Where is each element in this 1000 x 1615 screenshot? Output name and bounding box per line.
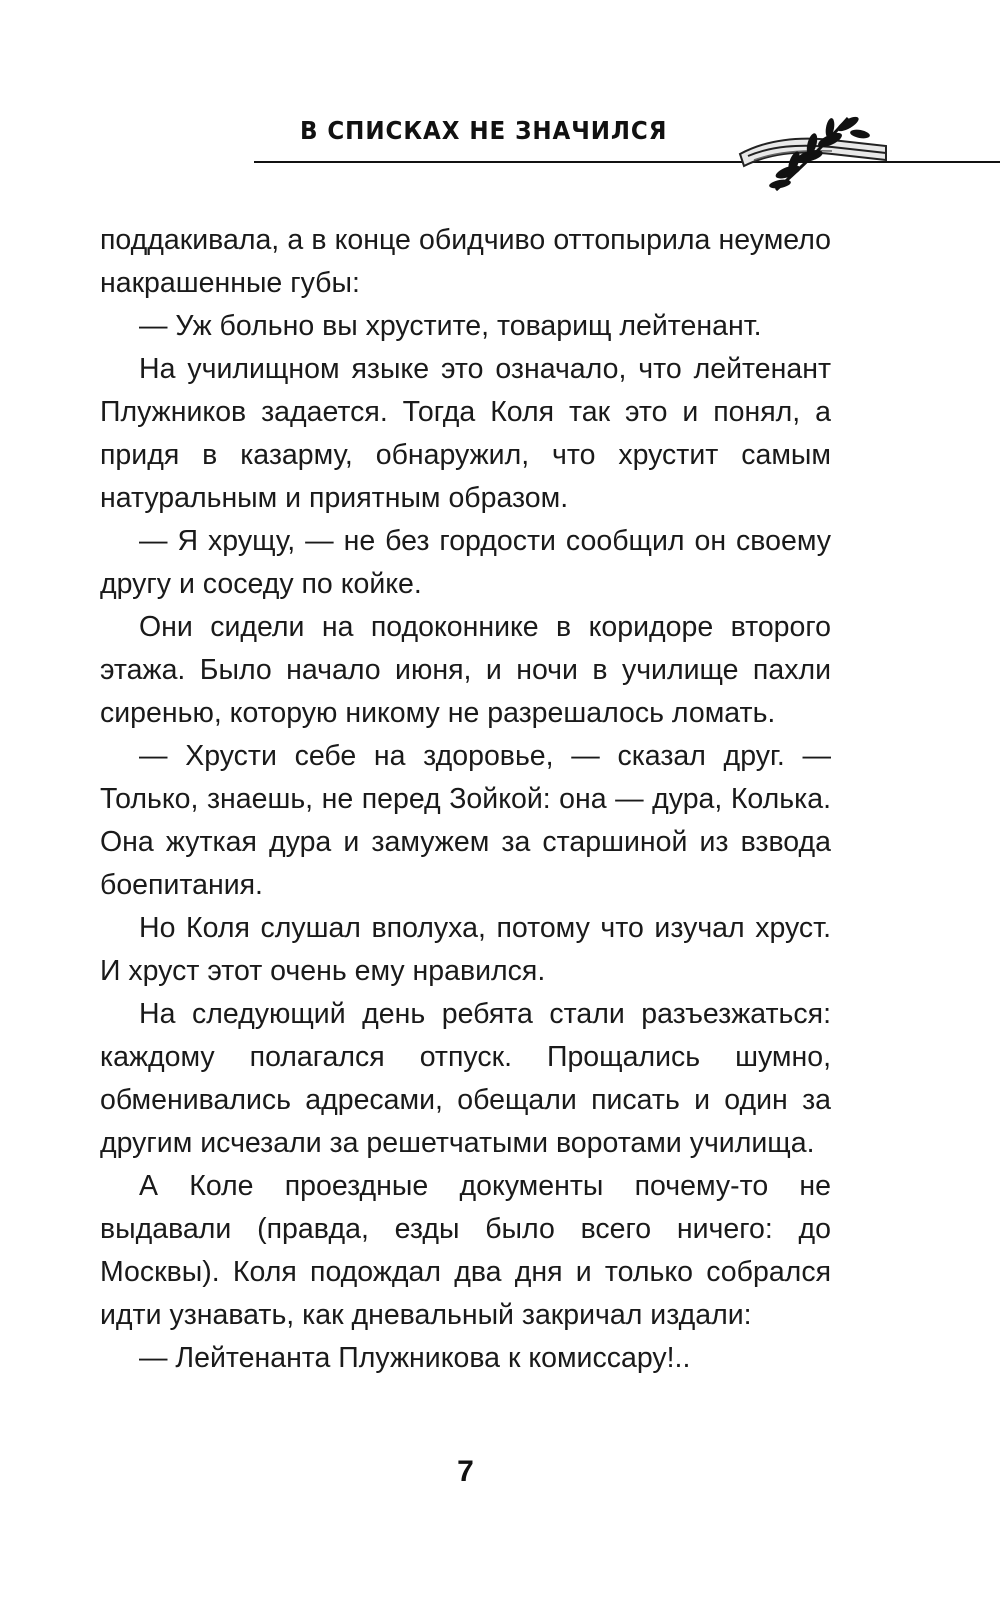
body-text [100, 219, 831, 1380]
paragraph: Они сидели на подоконнике в коридоре второго этажа. Было начало июня, и ночи в училище пахли сиренью, которую никому не разрешалось ломать. [100, 611, 831, 729]
page-number: 7 [457, 1455, 474, 1488]
paragraph: Но Коля слушал вполуха, потому что изучал хруст. И хруст этот очень ему нравился. [100, 912, 831, 987]
paragraph: — Хрусти себе на здоровье, — сказал друг. — Только, знаешь, не перед Зойкой: она — дура, Колька. Она жуткая дура и замужем за старшиной из взвода боепитания. [100, 740, 831, 901]
paragraph: А Коле проездные документы почему-то не выдавали (правда, езды было всего ничего: до Москвы). Коля подождал два дня и только собрался идти узнавать, как дневальный закричал издали: [100, 1170, 831, 1331]
laurel-ribbon-icon [736, 110, 892, 196]
running-title: В СПИСКАХ НЕ ЗНАЧИЛСЯ [300, 116, 668, 145]
paragraph: поддакивала, а в конце обидчиво оттопырила неумело накрашенные губы: [100, 224, 831, 299]
paragraph: На училищном языке это означало, что лейтенант Плужников задается. Тогда Коля так это и понял, а придя в казарму, обнаружил, что хрустит самым натуральным и приятным образом. [100, 353, 831, 514]
running-head [0, 0, 1000, 210]
paragraph: На следующий день ребята стали разъезжаться: каждому полагался отпуск. Прощались шумно, обменивались адресами, обещали писать и один за другим исчезали за решетчатыми воротами училища. [100, 998, 831, 1159]
paragraph: — Я хрущу, — не без гордости сообщил он своему другу и соседу по койке. [100, 525, 831, 600]
paragraph: — Лейтенанта Плужникова к комиссару!.. [139, 1342, 691, 1374]
paragraph: — Уж больно вы хрустите, товарищ лейтенант. [139, 310, 762, 342]
